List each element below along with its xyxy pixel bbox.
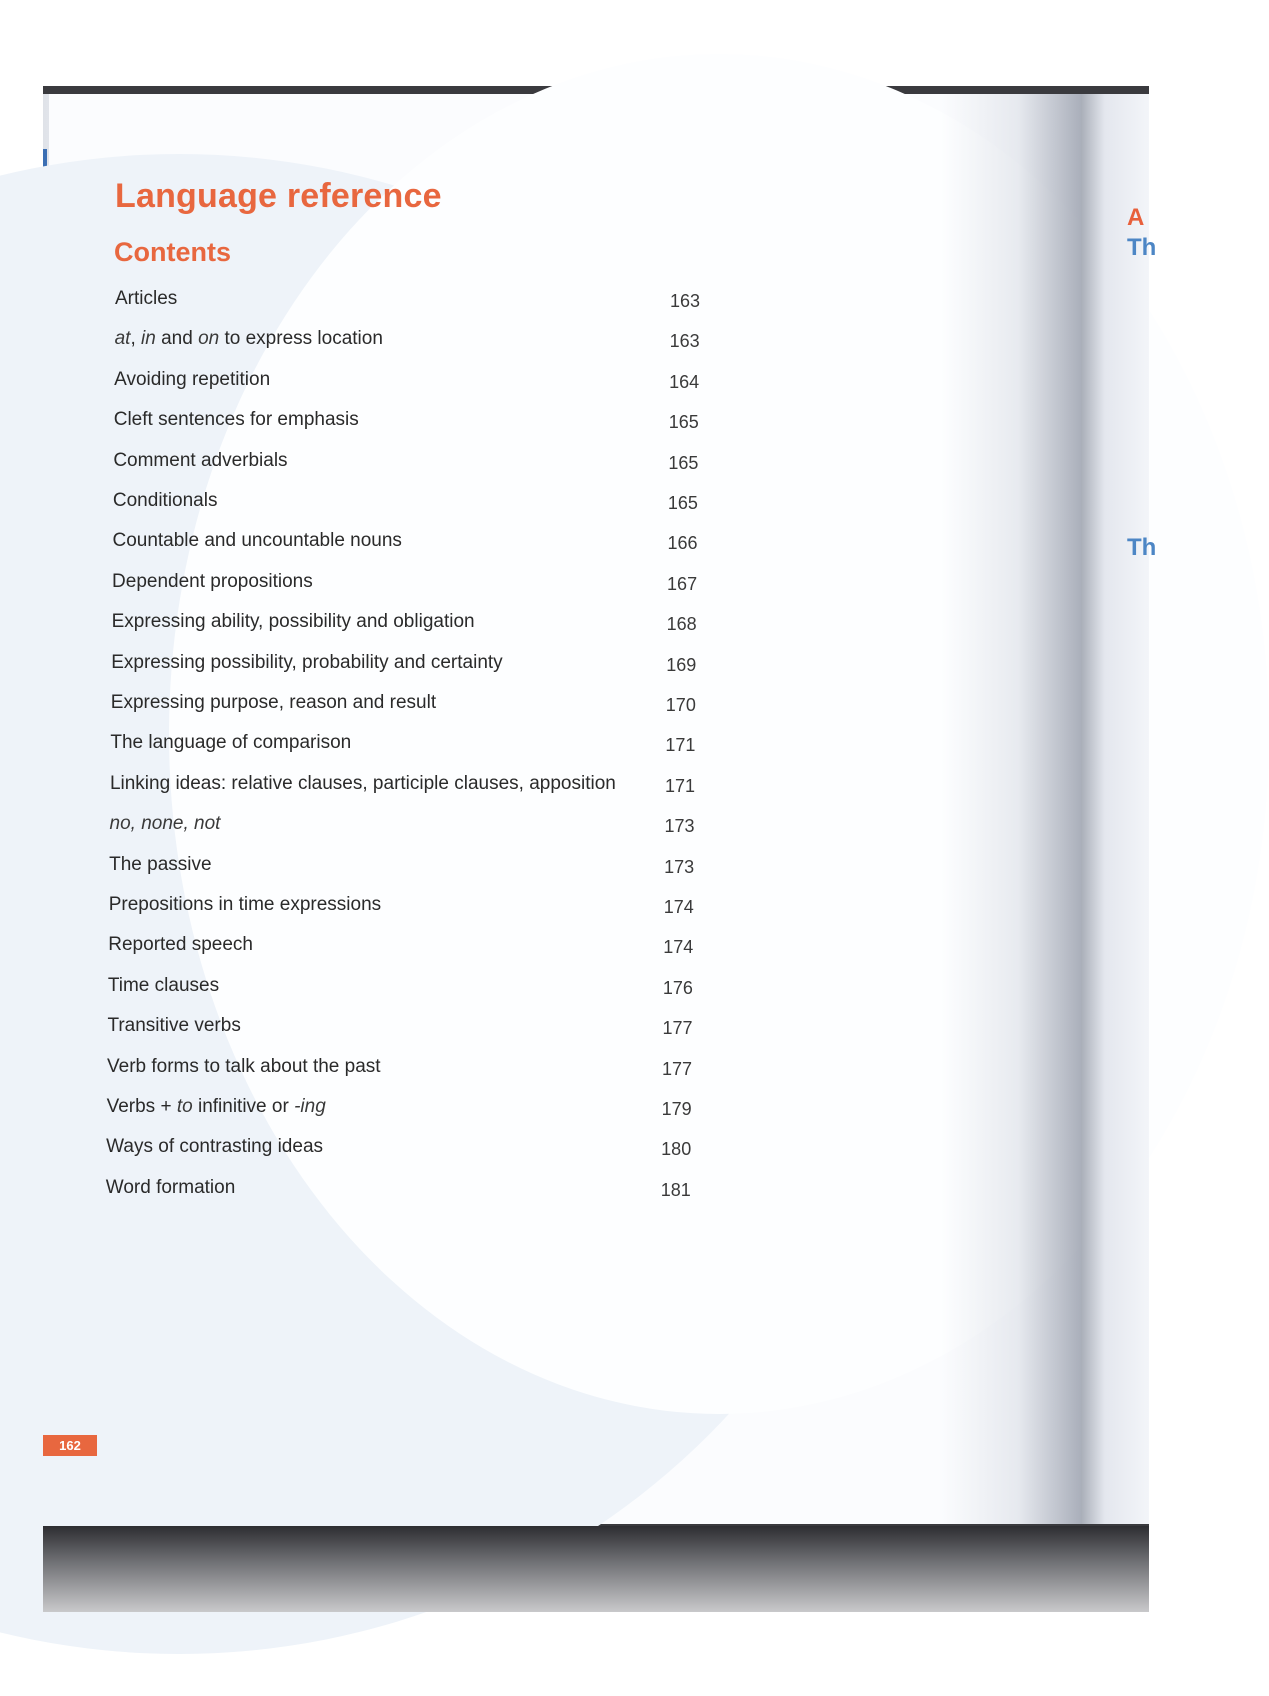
scanned-spread [43, 86, 1157, 1612]
toc-entry-title-part: in [141, 328, 156, 350]
toc-entry-page-number: 177 [662, 1018, 693, 1039]
toc-entry-title [112, 571, 313, 593]
toc-entry-title-part: Dependent propositions [112, 570, 313, 592]
toc-entry-title-part: Avoiding repetition [114, 368, 271, 390]
toc-entry-title [106, 1136, 323, 1158]
contents-heading: Contents [114, 237, 231, 267]
toc-entry-page-number: 174 [663, 897, 694, 917]
toc-entry-page-number: 171 [665, 735, 696, 756]
book-edge-shadow [43, 1526, 1149, 1612]
toc-entry-title-part: no, none, not [109, 813, 221, 835]
toc-entry-title-part: Expressing ability, possibility and obligation [111, 611, 475, 633]
toc-entry-title-part: at [114, 328, 131, 350]
toc-entry-title-part: and [155, 328, 199, 350]
toc-entry-title-part: Ways of contrasting ideas [106, 1136, 324, 1158]
page-number-badge: 162 [43, 1435, 97, 1456]
toc-entry-page-number: 176 [662, 977, 693, 998]
toc-entry-title-part: Transitive verbs [107, 1015, 241, 1037]
toc-entry-title-part: The passive [109, 853, 212, 875]
toc-entry-title-part: -ing [294, 1096, 326, 1117]
toc-entry-title-part: Cleft sentences for emphasis [113, 409, 359, 431]
toc-entry-title-part: Expressing purpose, reason and result [110, 692, 437, 713]
toc-entry-title-part: Verb forms to talk about the past [107, 1055, 381, 1077]
toc-entry-page-number: 171 [664, 775, 695, 796]
toc-entry-title [110, 732, 351, 754]
toc-entry-title [113, 450, 287, 472]
toc-entry-page-number: 165 [668, 412, 699, 433]
toc-entry-title [115, 288, 177, 310]
toc-entry-title-part: Conditionals [112, 490, 218, 511]
toc-entry-title [107, 1015, 240, 1037]
toc-entry-page-number: 164 [669, 371, 700, 392]
facing-page-edge [1081, 94, 1157, 1524]
facing-page-subheading-fragment: Th [1127, 534, 1157, 561]
toc-entry-title [109, 854, 211, 876]
toc-entry-title-part: to express location [219, 328, 383, 350]
toc-entry-page-number: 168 [666, 614, 697, 635]
toc-entry-page-number: 173 [664, 816, 695, 837]
toc-entry-title-part: Linking ideas: relative clauses, participle clauses, apposition [109, 772, 616, 794]
toc-entry-title-part: Word formation [105, 1176, 236, 1198]
toc-entry-title [108, 975, 219, 997]
page-title: Language reference [115, 177, 442, 215]
facing-page-subheading-fragment: Th [1127, 234, 1157, 261]
toc-entry-title [107, 1096, 326, 1118]
toc-entry-title-part: infinitive or [192, 1096, 295, 1117]
toc-entry-title [107, 1056, 381, 1078]
toc-entry-title [114, 369, 270, 391]
toc-entry-title-part: on [198, 328, 220, 350]
toc-entry-title [110, 813, 221, 835]
toc-entry-title [114, 409, 359, 431]
toc-entry-page-number: 165 [668, 452, 699, 473]
toc-entry-page-number: 173 [664, 856, 695, 877]
toc-entry-title [108, 934, 253, 956]
toc-entry-title [106, 1177, 236, 1199]
toc-entry-title-part: Time clauses [107, 974, 220, 996]
toc-entry-page-number: 170 [665, 695, 696, 715]
toc-entry-page-number: 179 [661, 1099, 692, 1119]
book-page [49, 94, 1081, 1524]
toc-entry-title-part: Reported speech [108, 934, 253, 956]
toc-entry-title-part: The language of comparison [110, 732, 352, 754]
facing-page-heading-fragment: A [1127, 204, 1145, 231]
toc-entry-title [109, 894, 381, 916]
toc-entry-title-part: Comment adverbials [113, 449, 288, 471]
toc-entry-title [111, 692, 436, 714]
toc-entry-title-part: Verbs + [106, 1096, 177, 1117]
toc-entry-title-part: to [176, 1096, 193, 1117]
toc-entry-title [111, 652, 502, 674]
toc-entry-page-number: 163 [669, 331, 700, 352]
toc-entry-page-number: 169 [666, 654, 697, 675]
toc-entry-title [113, 490, 218, 512]
toc-entry-title-part: Countable and uncountable nouns [112, 530, 402, 552]
page-gutter-shadow [941, 94, 1081, 1524]
toc-entry-title-part: , [130, 328, 141, 350]
toc-entry-title [112, 530, 401, 552]
toc-entry-title [110, 773, 616, 795]
toc-entry-page-number: 167 [667, 573, 698, 594]
toc-entry-page-number: 177 [662, 1058, 693, 1079]
toc-entry-title-part: Expressing possibility, probability and certainty [111, 651, 503, 673]
toc-entry-title [112, 611, 475, 633]
toc-entry-page-number: 174 [663, 937, 694, 958]
toc-entry-title-part: Articles [115, 288, 178, 309]
toc-entry-page-number: 181 [660, 1179, 691, 1200]
toc-entry-page-number: 166 [667, 533, 698, 554]
toc-entry-title [115, 328, 383, 350]
toc-entry-page-number: 165 [667, 493, 698, 513]
toc-entry-page-number: 163 [670, 291, 701, 311]
toc-entry-page-number: 180 [661, 1139, 692, 1160]
toc-entry-title-part: Prepositions in time expressions [108, 894, 382, 915]
